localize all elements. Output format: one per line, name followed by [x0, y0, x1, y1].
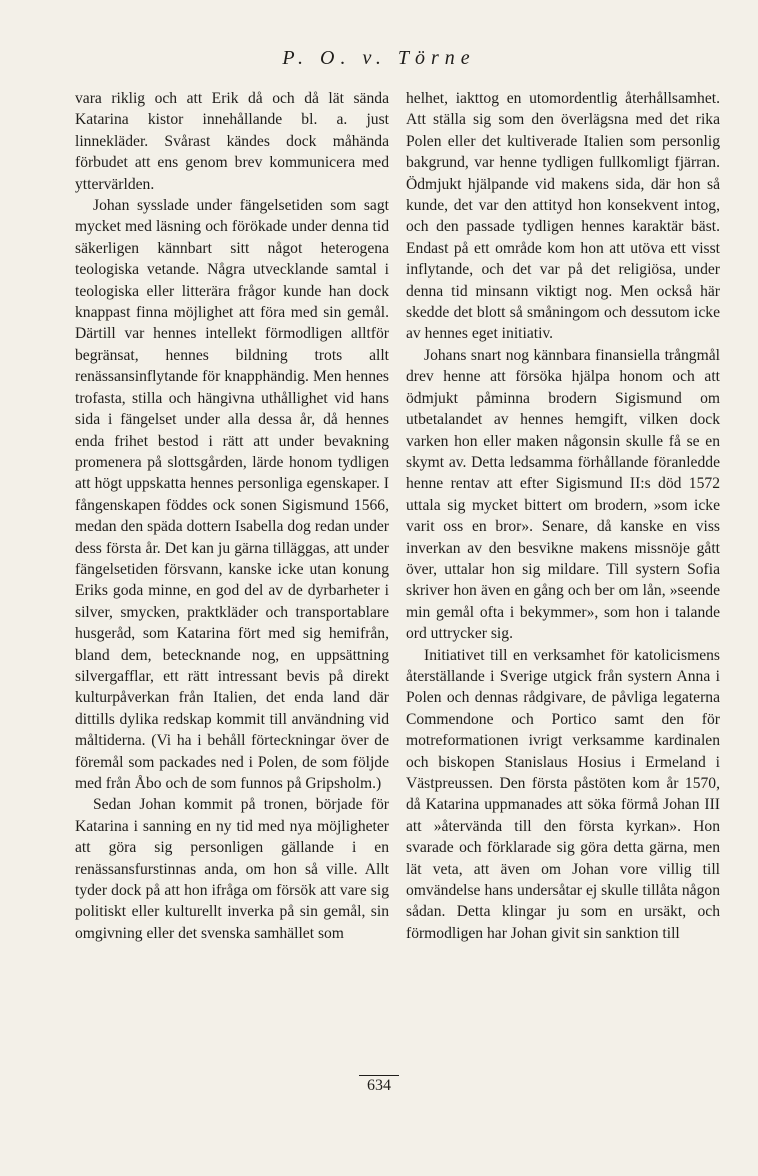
paragraph: helhet, iakttog en utomordentlig återhållsamhet. Att ställa sig som den överlägsna med det rika Polen eller det kultiverade Italien som personlig bakgrund, var henne tydligen fullkomligt fjärran. Ödmjukt hjälpande vid makens sida, där hon så kunde, det var den attityd hon konsekvent intog, och den passade tydligen hennes karaktär bäst. Endast på ett område kom hon att utöva ett visst inflytande, och det var på det religiösa, under denna tid minsann viktigt nog. Men också här skedde det blott så småningom och dessutom icke av hennes eget initiativ.: [406, 90, 720, 343]
running-header: P. O. v. Törne: [282, 47, 476, 69]
page-footer: [0, 1075, 758, 1095]
paragraph: Initiativet till en verksamhet för katolicismens återställande i Sverige utgick från systern Anna i Polen och dennas rådgivare, de påvliga legaterna Commendone och Portico samt den för motreformationen ivrigt verksamme kardinalen och biskopen Stanislaus Hosius i Ermeland i Västpreussen. Den första påstöten kom år 1570, då Katarina uppmanades att söka förmå Johan III att »återvända till den första kyrkan». Hon svarade och förklarade sig göra detta gärna, men lät veta, att även om Johan vore villig till omvändelse hans undersåtar ej skulle tillåta någon sådan. Detta klingar ju som en ursäkt, och förmodligen har Johan givit sin sanktion till: [406, 646, 720, 942]
page-number: 634: [367, 1077, 391, 1094]
left-column: [75, 88, 389, 944]
paragraph: vara riklig och att Erik då och då lät sända Katarina kistor innehållande bl. a. just linnekläder. Svårast kändes dock måhända förbudet att ens genom brev kommunicera med yttervärlden.: [75, 90, 389, 193]
paragraph: Sedan Johan kommit på tronen, började för Katarina i sanning en ny tid med nya möjligheter att göra sig personligen gällande i en renässansfurstinnas anda, om hon så ville. Allt tyder dock på att hon ifråga om försök att vare sig politiskt eller kulturellt inverka på sin gemål, sin omgivning eller det svenska samhället som: [75, 796, 389, 942]
paragraph: Johan sysslade under fängelsetiden som sagt mycket med läsning och förökade under denna tid säkerligen kännbart sitt något heterogena teologiska vetande. Några utvecklande samtal i teologiska eller litterära frågor kunde han dock knappast finna möjlighet att föra med sin gemål. Därtill var hennes intellekt förmodligen alltför begränsat, hennes bildning trots allt renässansinflytande för knapphändig. Men hennes trofasta, stilla och hängivna uthållighet vid hans sida i fängelset under alla dessa år, då hennes enda frihet bestod i rätt att under bevakning promenera på slottsgården, lärde honom tydligen att högt uppskatta hennes personliga egenskaper. I fångenskapen föddes ock sonen Sigismund 1566, medan den späda dottern Isabella dog redan under dess första år. Det kan ju gärna tilläggas, att under fängelsetiden försvann, kanske icke utan konung Eriks goda minne, en god del av de dyrbarheter i silver, smycken, praktkläder och transportablare husgeråd, som Katarina fört med sig hemifrån, bland dem, betecknande nog, en uppsättning silvergafflar, ett rätt intressant bevis på direkt kulturpåverkan från Italien, det enda land där dittills dylika redskap kommit till användning vid måltiderna. (Vi ha i behåll förteckningar över de föremål som packades ned i Polen, de som följde med från Åbo och de som funnos på Gripsholm.): [75, 197, 389, 792]
right-column: [406, 88, 720, 944]
footer-rule: [359, 1075, 399, 1076]
paragraph: Johans snart nog kännbara finansiella trångmål drev henne att försöka hjälpa honom och att ödmjukt påminna brodern Sigismund om utbetalandet av hennes hemgift, vilken dock varken hon eller maken någonsin skulle få se en skymt av. Detta ledsamma förhållande föranledde henne rentav att efter Sigismund II:s död 1572 uttala sig mycket bittert om brodern, »som icke varit oss en bror». Senare, då kanske en viss inverkan av den besvikne makens missnöje gått över, uttalar hon sig mildare. Till systern Sofia skriver hon även en gång och ber om lån, »seende min gemål ofta i bekymmer», som hon i talande ord uttrycker sig.: [406, 346, 720, 643]
